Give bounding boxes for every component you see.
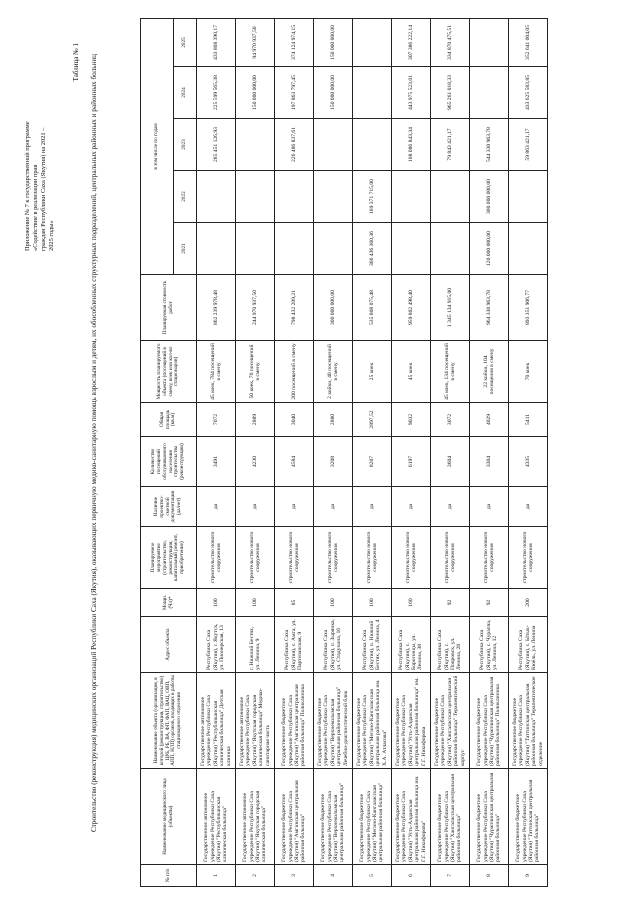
year-2024-amount: 150 000 000,00 [236,66,275,118]
year-2022-amount: 300 000 000,00 [470,170,509,222]
area-value: 2880 [314,402,353,436]
year-2023-amount [353,118,392,170]
visits-count: 4335 [509,436,548,486]
year-2024-amount [470,66,509,118]
year-2024-amount [353,66,392,118]
row-number: 6 [392,864,431,886]
design-docs-status: да [197,486,236,526]
column-header: Планируемая стоимость работ [141,274,197,340]
planned-power: 50 коек, 70 посещений в смену [236,340,275,402]
year-2023-amount [236,118,275,170]
design-docs-status: да [431,486,470,526]
table-row [197,18,236,886]
capacity-value: 100 [236,588,275,616]
planned-measure: строительство нового сооружения [509,526,548,588]
visits-count: 4584 [275,436,314,486]
year-2023-amount: 59 863 421,17 [509,118,548,170]
year-header: 2021 [174,222,197,274]
column-header: Количество посещений обслуживаемого населения строительства (реконструкции) [141,436,197,486]
capacity-value: 92 [470,588,509,616]
year-2025-amount [470,18,509,66]
institution-name: Государственное бюджетное учреждение Республики Саха (Якутия) "Амгинская центральная районная больница" [275,768,314,864]
table-row [314,18,353,886]
planned-cost: 893 351 906,77 [509,274,548,340]
year-2021-amount [509,222,548,274]
object-name: Государственное бюджетное учреждение Республики Саха (Якутия) "Чурапчинская центральная районная больница" Поликлиника [470,672,509,768]
year-2025-amount: 334 870 475,51 [431,18,470,66]
visits-count: 6197 [392,436,431,486]
year-2024-amount: 225 599 565,38 [197,66,236,118]
year-2025-amount: 433 868 390,17 [197,18,236,66]
institution-name: Государственное бюджетное учреждение Республики Саха (Якутия) "Мегино-Кангаласская центральная районная больница" [353,768,392,864]
planned-cost: 964 330 963,78 [470,274,509,340]
planned-power: 45 коек, 784 посещений в смену [197,340,236,402]
column-header: Адрес объекта [141,616,197,672]
table-row [275,18,314,886]
row-number: 8 [470,864,509,886]
area-value: 9032 [392,402,431,436]
object-name: Государственное бюджетное учреждение Республики Саха (Якутия) "Верхнеколымская центральная районная больница" Лечебно-диагностический блок [314,672,353,768]
visits-count: 8207 [353,436,392,486]
year-2021-amount [392,222,431,274]
table-row [392,18,431,886]
design-docs-status: да [275,486,314,526]
appendix-line: «Содействие в реализации прав [32,164,39,251]
year-2021-amount: 366 436 360,36 [353,222,392,274]
row-number: 4 [314,864,353,886]
year-2025-amount: 374 124 974,15 [275,18,314,66]
year-2022-amount [392,170,431,222]
object-address: Республика Саха (Якутия), с. Амга, ул. Партизанская, 9 [275,616,314,672]
institution-name: Государственное автономное учреждение Республики Саха (Якутия) "Якутская городская клиническая больница" [236,768,275,864]
document-title: Строительство (реконструкция) медицинских организаций Республики Саха (Якутия), оказывающих первичную медико-санитарную помощь взрослым и детям, их обособленных структурных подразделений, центральных районных и районных больниц [90,53,98,832]
area-value: 5411 [509,402,548,436]
table-row [509,18,548,886]
row-number: 1 [197,864,236,886]
row-number: 5 [353,864,392,886]
visits-count: 3208 [314,436,353,486]
capacity-value: 100 [353,588,392,616]
object-name: Государственное бюджетное учреждение Республики Саха (Якутия) "Таттинская центральная районная больница" Терапевтическое отделение [509,672,548,768]
area-value: 2889 [236,402,275,436]
institution-name: Государственное бюджетное учреждение Республики Саха (Якутия) "Усть-Алданская центральная районная больница им. Г.Г. Никифорова" [392,768,431,864]
column-header: № п/п [141,864,197,886]
row-number: 2 [236,864,275,886]
year-2023-amount: 79 843 421,17 [431,118,470,170]
planned-cost: 535 808 075,48 [353,274,392,340]
planned-power: 200 посещений в смену [275,340,314,402]
year-2025-amount [353,18,392,66]
table-row [353,18,392,886]
planned-measure: строительство нового сооружения [470,526,509,588]
design-docs-status: да [470,486,509,526]
appendix-line: Приложение № 7 к государственной программе [24,120,31,251]
capacity-value: 200 [509,588,548,616]
capacity-value: 100 [314,588,353,616]
year-2021-amount [197,222,236,274]
appendix-note [24,21,56,251]
year-2021-amount [236,222,275,274]
planned-measure: строительство нового сооружения [197,526,236,588]
area-value: 2897,52 [353,402,392,436]
table-body [197,18,548,886]
year-2025-amount: 94 970 937,50 [236,18,275,66]
object-address: Республика Саха (Якутия), г. Якутск, ул. Пионерская, 13 [197,616,236,672]
planned-cost: 300 000 000,00 [314,274,353,340]
planned-measure: строительство нового сооружения [314,526,353,588]
planned-power: 25 коек [353,340,392,402]
year-2022-amount: 169 371 715,00 [353,170,392,222]
year-2021-amount [275,222,314,274]
institution-name: Государственное бюджетное учреждение Республики Саха (Якутия) "Таттинская центральная районная больница" [509,768,548,864]
year-2023-amount: 226 486 837,61 [275,118,314,170]
year-2022-amount [275,170,314,222]
year-2023-amount [314,118,353,170]
object-address: Республика Саха (Якутия), г. Покровск, ул. Ленина, 28 [431,616,470,672]
planned-measure: строительство нового сооружения [236,526,275,588]
column-header: Общая площадь (кв.м) [141,402,197,436]
table-row [470,18,509,886]
object-name: Государственное автономное учреждение Республики Саха (Якутия) "Республиканская клиническая больница" Детская клиника [197,672,236,768]
visits-count: 3604 [431,436,470,486]
year-2024-amount: 433 625 583,85 [509,66,548,118]
year-header: 2025 [174,18,197,66]
year-2021-amount [431,222,470,274]
institution-name: Государственное автономное учреждение Республики Саха (Якутия) "Республиканская клиническая больница" [197,768,236,864]
visits-count: 4230 [236,436,275,486]
table-row [236,18,275,886]
institution-name: Государственное бюджетное учреждение Республики Саха (Якутия) "Верхнеколымская центральная районная больница" [314,768,353,864]
year-2022-amount [431,170,470,222]
program-table [140,17,548,886]
object-address: Республика Саха (Якутия), с. Борогонцы, ул. Ленина, 38 [392,616,431,672]
capacity-value: 100 [197,588,236,616]
design-docs-status: да [236,486,275,526]
table-row [431,18,470,886]
year-2023-amount: 108 086 843,34 [392,118,431,170]
year-2024-amount: 197 863 797,45 [275,66,314,118]
planned-measure: строительство нового сооружения [275,526,314,588]
capacity-value: 160 [392,588,431,616]
row-number: 9 [509,864,548,886]
column-header: Мощность планируемого объекта (посещений в смену, коек или кол-во стационаров) [141,340,197,402]
table-header-row [141,18,174,886]
planned-power: 70 коек [509,340,548,402]
document-page [20,13,620,893]
year-header: 2024 [174,66,197,118]
row-number: 7 [431,864,470,886]
planned-power: 2 койки, 40 посещений в смену [314,340,353,402]
year-2022-amount [509,170,548,222]
year-group-header: в том числе по годам [141,18,174,274]
year-2022-amount [197,170,236,222]
design-docs-status: да [353,486,392,526]
column-header: Наименование объекта (организация, в которой (реконструкция, строительство) ЦРБ, РБ, ВА, ФП, ФАП, ВАЦ, ОВП, АПП, НЛП) органов, входящих в работы стационарного отделения [141,672,197,768]
planned-cost: 959 802 498,40 [392,274,431,340]
visits-count: 3491 [197,436,236,486]
year-2025-amount: 352 641 004,05 [509,18,548,66]
year-2023-amount: 285 451 126,93 [197,118,236,170]
table-label: Таблица № 1 [72,42,80,81]
planned-cost: 862 239 978,48 [197,274,236,340]
object-name: Государственное бюджетное учреждение Республики Саха (Якутия) "Амгинская центральная районная больница" Поликлиника [275,672,314,768]
institution-name: Государственное бюджетное учреждение Республики Саха (Якутия) "Чурапчинская центральная районная больница" [470,768,509,864]
planned-measure: строительство нового сооружения [431,526,470,588]
area-value: 3040 [275,402,314,436]
year-header: 2022 [174,170,197,222]
year-2025-amount: 150 000 000,00 [314,18,353,66]
object-address: Республика Саха (Якутия), п. Нижний Бестях, ул. Ленина, 4 [353,616,392,672]
object-name: Государственное бюджетное учреждение Республики Саха (Якутия) "Усть-Алданская центральная районная больница" им. Г.Г. Никифорова [392,672,431,768]
object-address: Республика Саха (Якутия), с. Ытык-Кюёль, ул. Ленина [509,616,548,672]
year-2022-amount [236,170,275,222]
planned-measure: строительство нового сооружения [353,526,392,588]
year-2022-amount [314,170,353,222]
year-2021-amount [314,222,353,274]
planned-power: 45 коек, 134 посещений в смену [431,340,470,402]
design-docs-status: да [392,486,431,526]
row-number: 3 [275,864,314,886]
institution-name: Государственное бюджетное учреждение Республики Саха (Якутия) "Хангаласская центральная районная больница" [431,768,470,864]
area-value: 3072 [431,402,470,436]
appendix-line: 2025 годы» [48,219,55,251]
capacity-value: 85 [275,588,314,616]
planned-cost: 1 345 134 915,00 [431,274,470,340]
planned-cost: 798 432 209,21 [275,274,314,340]
capacity-value: 92 [431,588,470,616]
column-header: Наличие проектно-сметной документации (да/нет) [141,486,197,526]
year-2025-amount: 307 386 222,14 [392,18,431,66]
object-name: Государственное бюджетное учреждение Республики Саха (Якутия) "Хангаласская центральная районная больница" Терапевтический корпус [431,672,470,768]
planned-measure: строительство нового сооружения [392,526,431,588]
appendix-line: граждан Республики Саха (Якутия) на 2021 – [40,127,47,251]
year-header: 2023 [174,118,197,170]
year-2024-amount: 443 975 523,01 [392,66,431,118]
planned-cost: 244 970 937,50 [236,274,275,340]
year-2024-amount: 150 000 000,00 [314,66,353,118]
visits-count: 3304 [470,436,509,486]
object-address: г. Нижний Бестях, ул. Ленина, 9 [236,616,275,672]
column-header: Планируемое мероприятие (строительство, реконструкция, капитальный ремонт, приобретение) [141,526,197,588]
design-docs-status: да [509,486,548,526]
column-header: Наименование медицинского лица (объекты) [141,768,197,864]
year-2024-amount: 965 261 018,33 [431,66,470,118]
year-2023-amount: 544 330 963,78 [470,118,509,170]
object-name: Государственное автономное учреждение Республики Саха (Якутия) "Якутская городская клиническая больница" Медико-санитарная часть [236,672,275,768]
planned-power: 22 койки, 104 посещения в смену [470,340,509,402]
area-value: 7072 [197,402,236,436]
year-2021-amount: 120 000 000,00 [470,222,509,274]
object-name: Государственное бюджетное учреждение Республики Саха (Якутия) "Мегино-Кангаласская центральная районная больница им. Х.А. Атласова" [353,672,392,768]
design-docs-status: да [314,486,353,526]
planned-power: 45 коек [392,340,431,402]
column-header: Мощн. (Чл)* [141,588,197,616]
area-value: 4029 [470,402,509,436]
object-address: Республика Саха (Якутия), с. Чурапча, ул. Ленина, 12 [470,616,509,672]
object-address: Республика Саха (Якутия), п. Зырянка, ул. Стадухина, 16 [314,616,353,672]
